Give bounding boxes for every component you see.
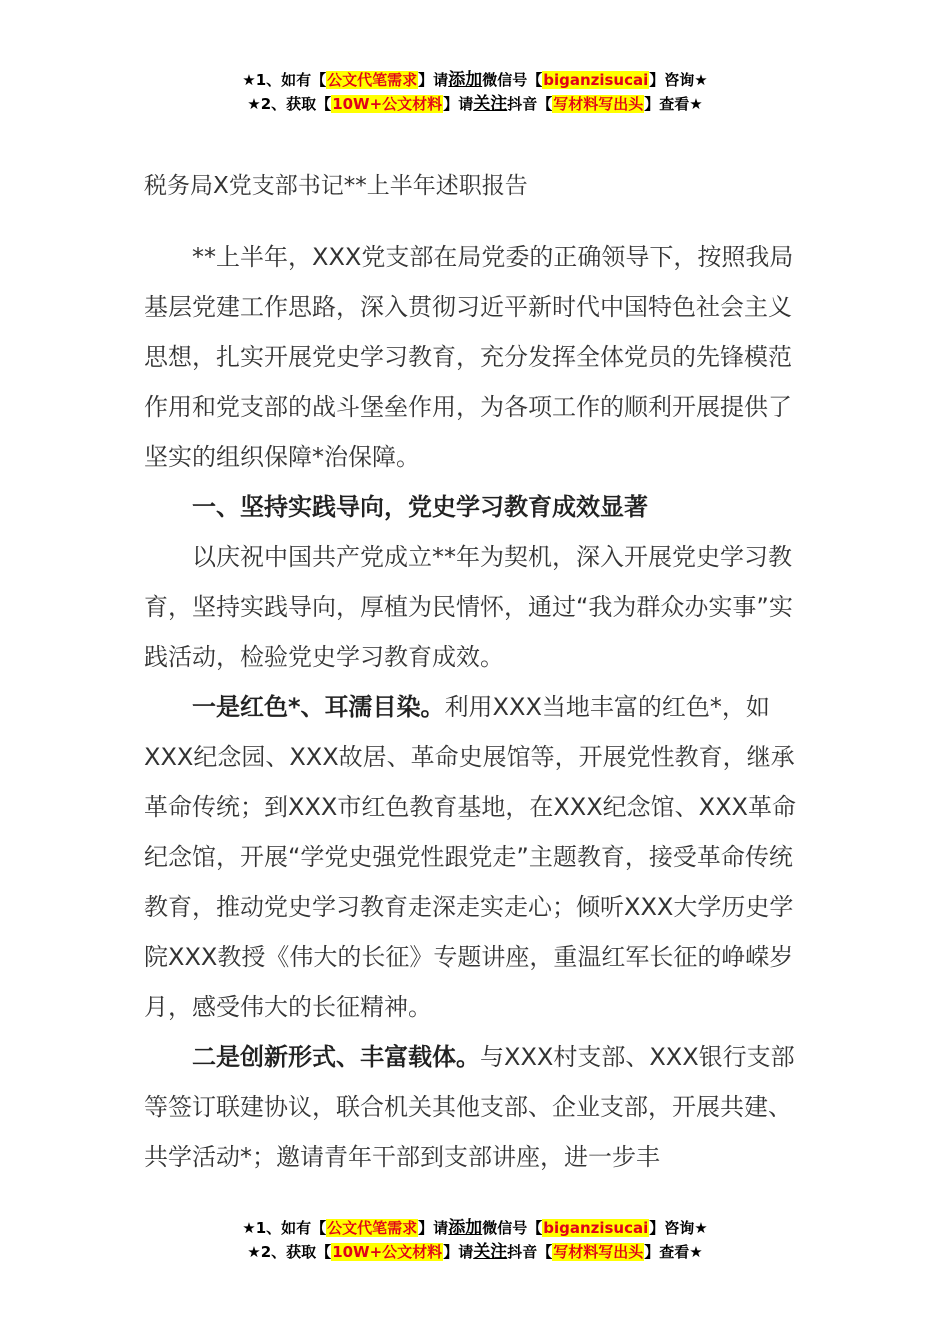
point-1-lead: 一是红色*、耳濡目染。 <box>192 693 445 721</box>
paragraph-point-1 <box>144 682 814 1032</box>
point-2-text: 与XXX村支部、XXX银行支部等签订联建协议，联合机关其他支部、企业支部，开展共建、共学活动*；邀请青年干部到支部讲座，进一步丰 <box>144 1043 795 1171</box>
highlight-wechat-id: biganzisucai <box>543 71 649 89</box>
banner-text: 】请 <box>443 95 474 113</box>
banner-text: 抖音【 <box>507 95 553 113</box>
point-2-lead: 二是创新形式、丰富载体。 <box>192 1043 480 1071</box>
emphasis-add: 添加 <box>448 70 483 90</box>
banner-text: ★1、如有【 <box>242 1219 327 1237</box>
banner-text: 】请 <box>443 1243 474 1261</box>
highlight-douyin: 写材料写出头 <box>553 1243 644 1261</box>
highlight-wechat-id: biganzisucai <box>543 1219 649 1237</box>
banner-text: 】查看★ <box>644 95 703 113</box>
section-heading-1: 一、坚持实践导向，党史学习教育成效显著 <box>192 493 648 521</box>
point-1-text: 利用XXX当地丰富的红色*，如XXX纪念园、XXX故居、革命史展馆等，开展党性教育，继承革命传统；到XXX市红色教育基地，在XXX纪念馆、XXX革命纪念馆，开展“学党史强党性跟党走”主题教育，接受革命传统教育，推动党史学习教育走深走实走心；倾听XXX大学历史学院XXX教授《伟大的长征》专题讲座，重温红军长征的峥嵘岁月，感受伟大的长征精神。 <box>144 693 796 1021</box>
banner-text: 】查看★ <box>644 1243 703 1261</box>
highlight-ghostwriting: 公文代笔需求 <box>327 1219 418 1237</box>
banner-text: 】请 <box>418 71 449 89</box>
highlight-materials: 10W+公文材料 <box>332 95 443 113</box>
banner-text: 微信号【 <box>482 1219 543 1237</box>
paragraph-point-2 <box>144 1032 814 1182</box>
banner-line-1 <box>0 1216 950 1240</box>
banner-text: ★2、获取【 <box>247 95 332 113</box>
banner-text: ★2、获取【 <box>247 1243 332 1261</box>
paragraph-section-1-intro: 以庆祝中国共产党成立**年为契机，深入开展党史学习教育，坚持实践导向，厚植为民情怀，通过“我为群众办实事”实践活动，检验党史学习教育成效。 <box>144 543 793 671</box>
highlight-ghostwriting: 公文代笔需求 <box>327 71 418 89</box>
banner-text: ★1、如有【 <box>242 71 327 89</box>
banner-line-2 <box>0 1240 950 1264</box>
emphasis-add: 添加 <box>448 1218 483 1238</box>
banner-text: 微信号【 <box>482 71 543 89</box>
highlight-materials: 10W+公文材料 <box>332 1243 443 1261</box>
banner-line-1 <box>0 68 950 92</box>
banner-line-2 <box>0 92 950 116</box>
banner-text: 】请 <box>418 1219 449 1237</box>
banner-text: 抖音【 <box>507 1243 553 1261</box>
paragraph-intro: **上半年，XXX党支部在局党委的正确领导下，按照我局基层党建工作思路，深入贯彻习近平新时代中国特色社会主义思想，扎实开展党史学习教育，充分发挥全体党员的先锋模范作用和党支部的战斗堡垒作用，为各项工作的顺利开展提供了坚实的组织保障*治保障。 <box>144 243 794 471</box>
footer-banner <box>0 1216 950 1264</box>
banner-text: 】咨询★ <box>649 1219 708 1237</box>
header-banner <box>0 68 950 116</box>
emphasis-follow: 关注 <box>473 94 508 114</box>
emphasis-follow: 关注 <box>473 1242 508 1262</box>
document-body <box>144 232 814 1182</box>
highlight-douyin: 写材料写出头 <box>553 95 644 113</box>
document-title: 税务局X党支部书记**上半年述职报告 <box>144 173 528 199</box>
banner-text: 】咨询★ <box>649 71 708 89</box>
